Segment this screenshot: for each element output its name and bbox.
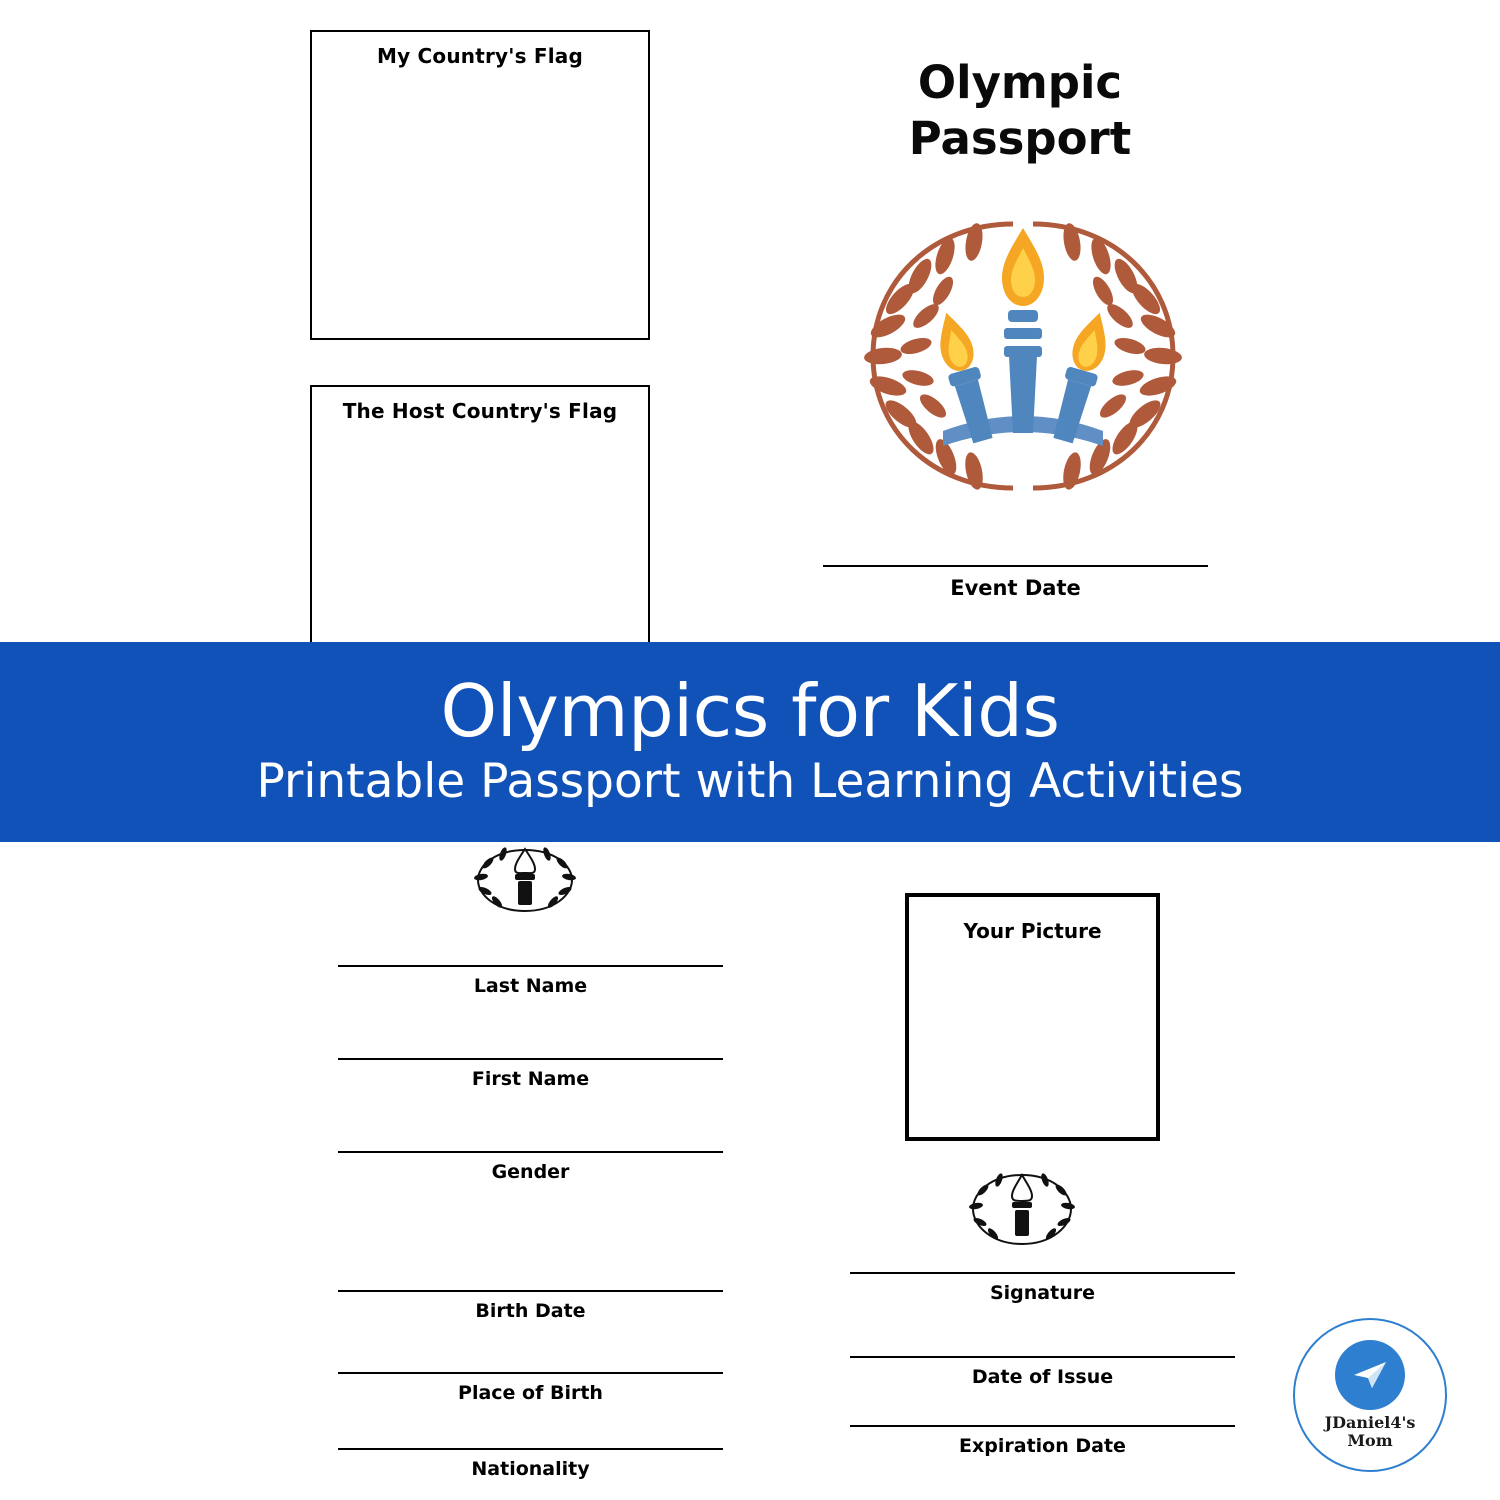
place-of-birth-rule (338, 1372, 723, 1374)
brand-logo-line1: JDaniel4's (1324, 1413, 1416, 1433)
date-of-issue-caption: Date of Issue (971, 1366, 1114, 1388)
gender-rule (338, 1151, 723, 1153)
passport-title (820, 55, 1220, 168)
first-name-caption: First Name (471, 1068, 590, 1090)
passport-title-line1: Olympic (917, 56, 1123, 109)
field-signature[interactable] (850, 1272, 1235, 1304)
place-of-birth-caption: Place of Birth (458, 1382, 603, 1404)
field-place-of-birth[interactable] (338, 1372, 723, 1404)
gender-caption: Gender (491, 1161, 570, 1183)
small-torch-laurel-icon (470, 845, 580, 915)
nationality-caption: Nationality (471, 1458, 590, 1480)
field-nationality[interactable] (338, 1448, 723, 1480)
signature-rule (850, 1272, 1235, 1274)
paper-plane-icon (1335, 1340, 1405, 1410)
my-country-flag-box (310, 30, 650, 340)
date-of-issue-rule (850, 1356, 1235, 1358)
signature-caption: Signature (989, 1282, 1095, 1304)
banner-subtitle: Printable Passport with Learning Activities (256, 753, 1244, 809)
event-date-line[interactable] (823, 565, 1208, 600)
passport-title-line2: Passport (908, 112, 1132, 166)
my-country-flag-label: My Country's Flag (377, 44, 583, 68)
promo-banner (0, 642, 1500, 842)
banner-title: Olympics for Kids (440, 669, 1060, 753)
field-date-of-issue[interactable] (850, 1356, 1235, 1388)
last-name-caption: Last Name (473, 975, 588, 997)
first-name-rule (338, 1058, 723, 1060)
your-picture-box (905, 893, 1160, 1141)
small-torch-laurel-icon-2 (965, 1170, 1080, 1248)
olympic-torch-laurel-emblem (838, 196, 1208, 516)
field-expiration-date[interactable] (850, 1425, 1235, 1457)
your-picture-label: Your Picture (963, 919, 1102, 943)
brand-logo-badge (1293, 1318, 1447, 1472)
field-birth-date[interactable] (338, 1290, 723, 1322)
field-last-name[interactable] (338, 965, 723, 997)
expiration-date-rule (850, 1425, 1235, 1427)
field-gender[interactable] (338, 1151, 723, 1183)
brand-logo-text (1325, 1414, 1416, 1449)
birth-date-caption: Birth Date (475, 1300, 586, 1322)
brand-logo-line2: Mom (1347, 1431, 1393, 1450)
field-first-name[interactable] (338, 1058, 723, 1090)
event-date-rule (823, 565, 1208, 567)
event-date-caption: Event Date (950, 576, 1081, 600)
host-country-flag-label: The Host Country's Flag (342, 399, 618, 423)
birth-date-rule (338, 1290, 723, 1292)
nationality-rule (338, 1448, 723, 1450)
expiration-date-caption: Expiration Date (959, 1435, 1126, 1457)
last-name-rule (338, 965, 723, 967)
